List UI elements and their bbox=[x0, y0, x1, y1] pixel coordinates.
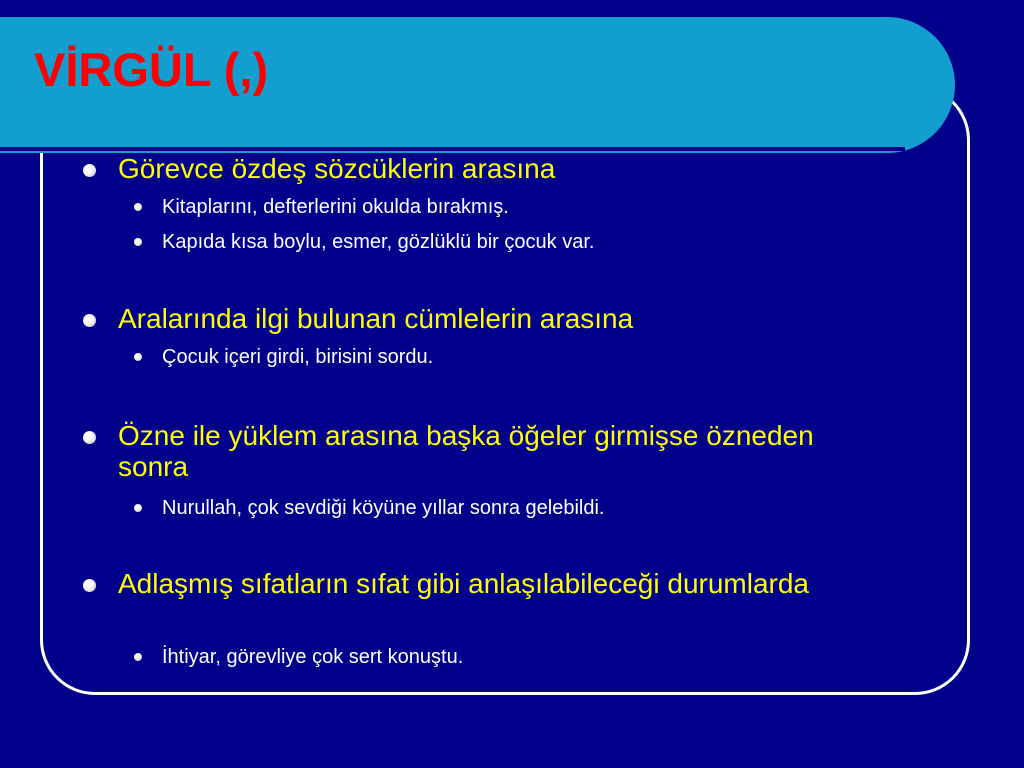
sub-bullet-icon bbox=[134, 238, 142, 246]
sub-bullet-icon bbox=[134, 203, 142, 211]
bullet-icon bbox=[83, 314, 96, 327]
example-text: Kitaplarını, defterlerini okulda bırakmış. bbox=[162, 196, 509, 218]
bullet-text: Aralarında ilgi bulunan cümlelerin arasına bbox=[118, 303, 634, 334]
example-text: Nurullah, çok sevdiği köyüne yıllar sonra gelebildi. bbox=[162, 497, 605, 519]
example-text: Kapıda kısa boylu, esmer, gözlüklü bir çocuk var. bbox=[162, 231, 595, 253]
sub-bullet-icon bbox=[134, 504, 142, 512]
example-text: Çocuk içeri girdi, birisini sordu. bbox=[162, 346, 434, 368]
bullet-text: Özne ile yüklem arasına başka öğeler girmişse özneden sonra bbox=[118, 420, 814, 482]
bullet-icon bbox=[83, 431, 96, 444]
bullet-icon bbox=[83, 579, 96, 592]
sub-bullet-icon bbox=[134, 653, 142, 661]
example-text: İhtiyar, görevliye çok sert konuştu. bbox=[162, 646, 464, 668]
bullet-text: Adlaşmış sıfatların sıfat gibi anlaşılabileceği durumlarda bbox=[118, 568, 810, 599]
bullet-text: Görevce özdeş sözcüklerin arasına bbox=[118, 153, 556, 184]
slide-title: VİRGÜL (,) bbox=[34, 43, 269, 96]
sub-bullet-icon bbox=[134, 353, 142, 361]
bullet-icon bbox=[83, 164, 96, 177]
